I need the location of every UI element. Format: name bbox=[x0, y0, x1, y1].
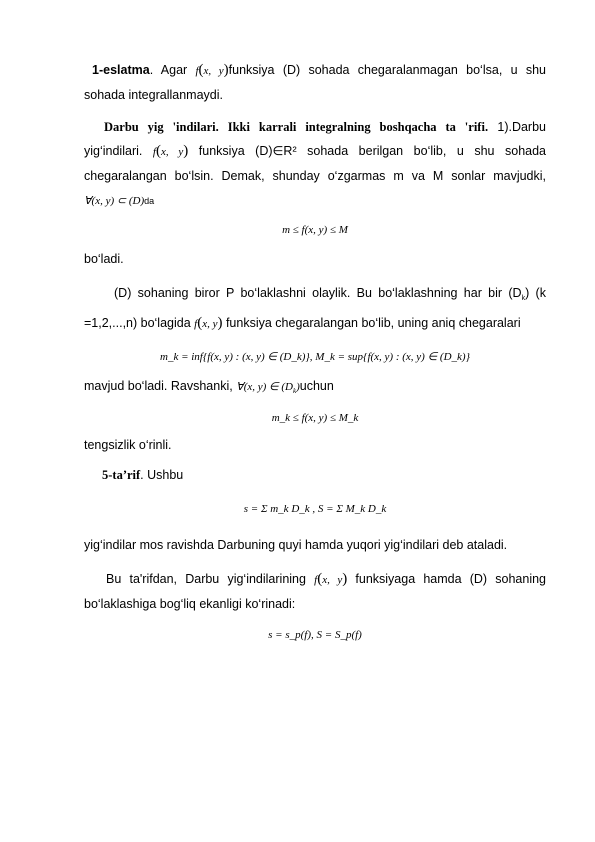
formula-sp: s = s_p(f), S = S_p(f) bbox=[268, 629, 362, 641]
remark-paragraph: 1-eslatma. Agar f(x, y)funksiya (D) sohada chegaralanmagan bo‘lsa, u shu sohada integrallanmaydi. bbox=[84, 62, 547, 102]
darbu-paragraph: Darbu yig 'indilari. Ikki karrali integralning boshqacha ta 'rifi. 1).Darbu yig‘indilari. f(x, y) funksiya (D)∈R² sohada berilgan bo‘lib, u shu sohada chegaralangan bo‘lsin. Demak, shunday o‘zgarmas m va M sonlar mavjudki, ∀(x, y) ⊂ (D)da bbox=[84, 120, 546, 207]
formula-forall-dk: ∀(x, y) ∈ $(D_k)$ bbox=[236, 381, 300, 395]
formula-mk-bound: m_k ≤ f(x, y) ≤ M_k bbox=[271, 412, 359, 424]
paragraph-tarifdan: Bu ta'rifdan, Darbu yig‘indilarining f(x, y) funksiyaga hamda (D) sohaning bo‘laklashiga bog‘liq ekanligi ko‘rinadi: bbox=[84, 571, 547, 611]
remark-label: 1-eslatma bbox=[92, 63, 150, 77]
paragraph-tengsizlik: tengsizlik o‘rinli. bbox=[84, 438, 172, 452]
formula-inline-f: f(x, y) bbox=[194, 315, 223, 331]
formula-inline-f: f(x, y) bbox=[195, 62, 229, 78]
formula-bound: m ≤ f(x, y) ≤ M bbox=[282, 224, 348, 236]
definition-paragraph: 5-ta’rif. Ushbu bbox=[102, 468, 184, 482]
formula-forall: ∀(x, y) ⊂ (D) bbox=[84, 195, 145, 207]
formula-inf-sup: m_k = inf{f(x, y) : (x, y) ∈ (D_k)}, M_k = sup{f(x, y) : (x, y) ∈ (D_k)} bbox=[160, 351, 470, 363]
document-page bbox=[84, 58, 546, 650]
paragraph-yigindilar: yig‘indilar mos ravishda Darbuning quyi hamda yuqori yig‘indilari deb ataladi. bbox=[84, 538, 508, 552]
section-heading: Darbu yig 'indilari. Ikki karrali integralning boshqacha ta 'rifi. bbox=[104, 120, 489, 134]
formula-inline-f: f(x, y) bbox=[314, 571, 348, 587]
formula-darbu-sums: s = Σ m_k D_k , S = Σ M_k D_k bbox=[243, 503, 387, 515]
paragraph-boladi: bo‘ladi. bbox=[84, 252, 124, 266]
formula-inline-f: f(x, y) bbox=[152, 143, 189, 159]
definition-label: 5-ta’rif bbox=[102, 468, 141, 482]
partition-paragraph: (D) sohaning biror P bo‘laklashni olaylik. Bu bo‘laklashning har bir $(D_k)$ (k =1,2,...,n) bo‘lagida f(x, y) funksiya chegaralangan bo‘lib, uning aniq chegaralari bbox=[84, 286, 546, 331]
paragraph-mavjud: mavjud bo‘ladi. Ravshanki, ∀(x, y) ∈ $(D_k)uchun$ bbox=[84, 379, 334, 395]
